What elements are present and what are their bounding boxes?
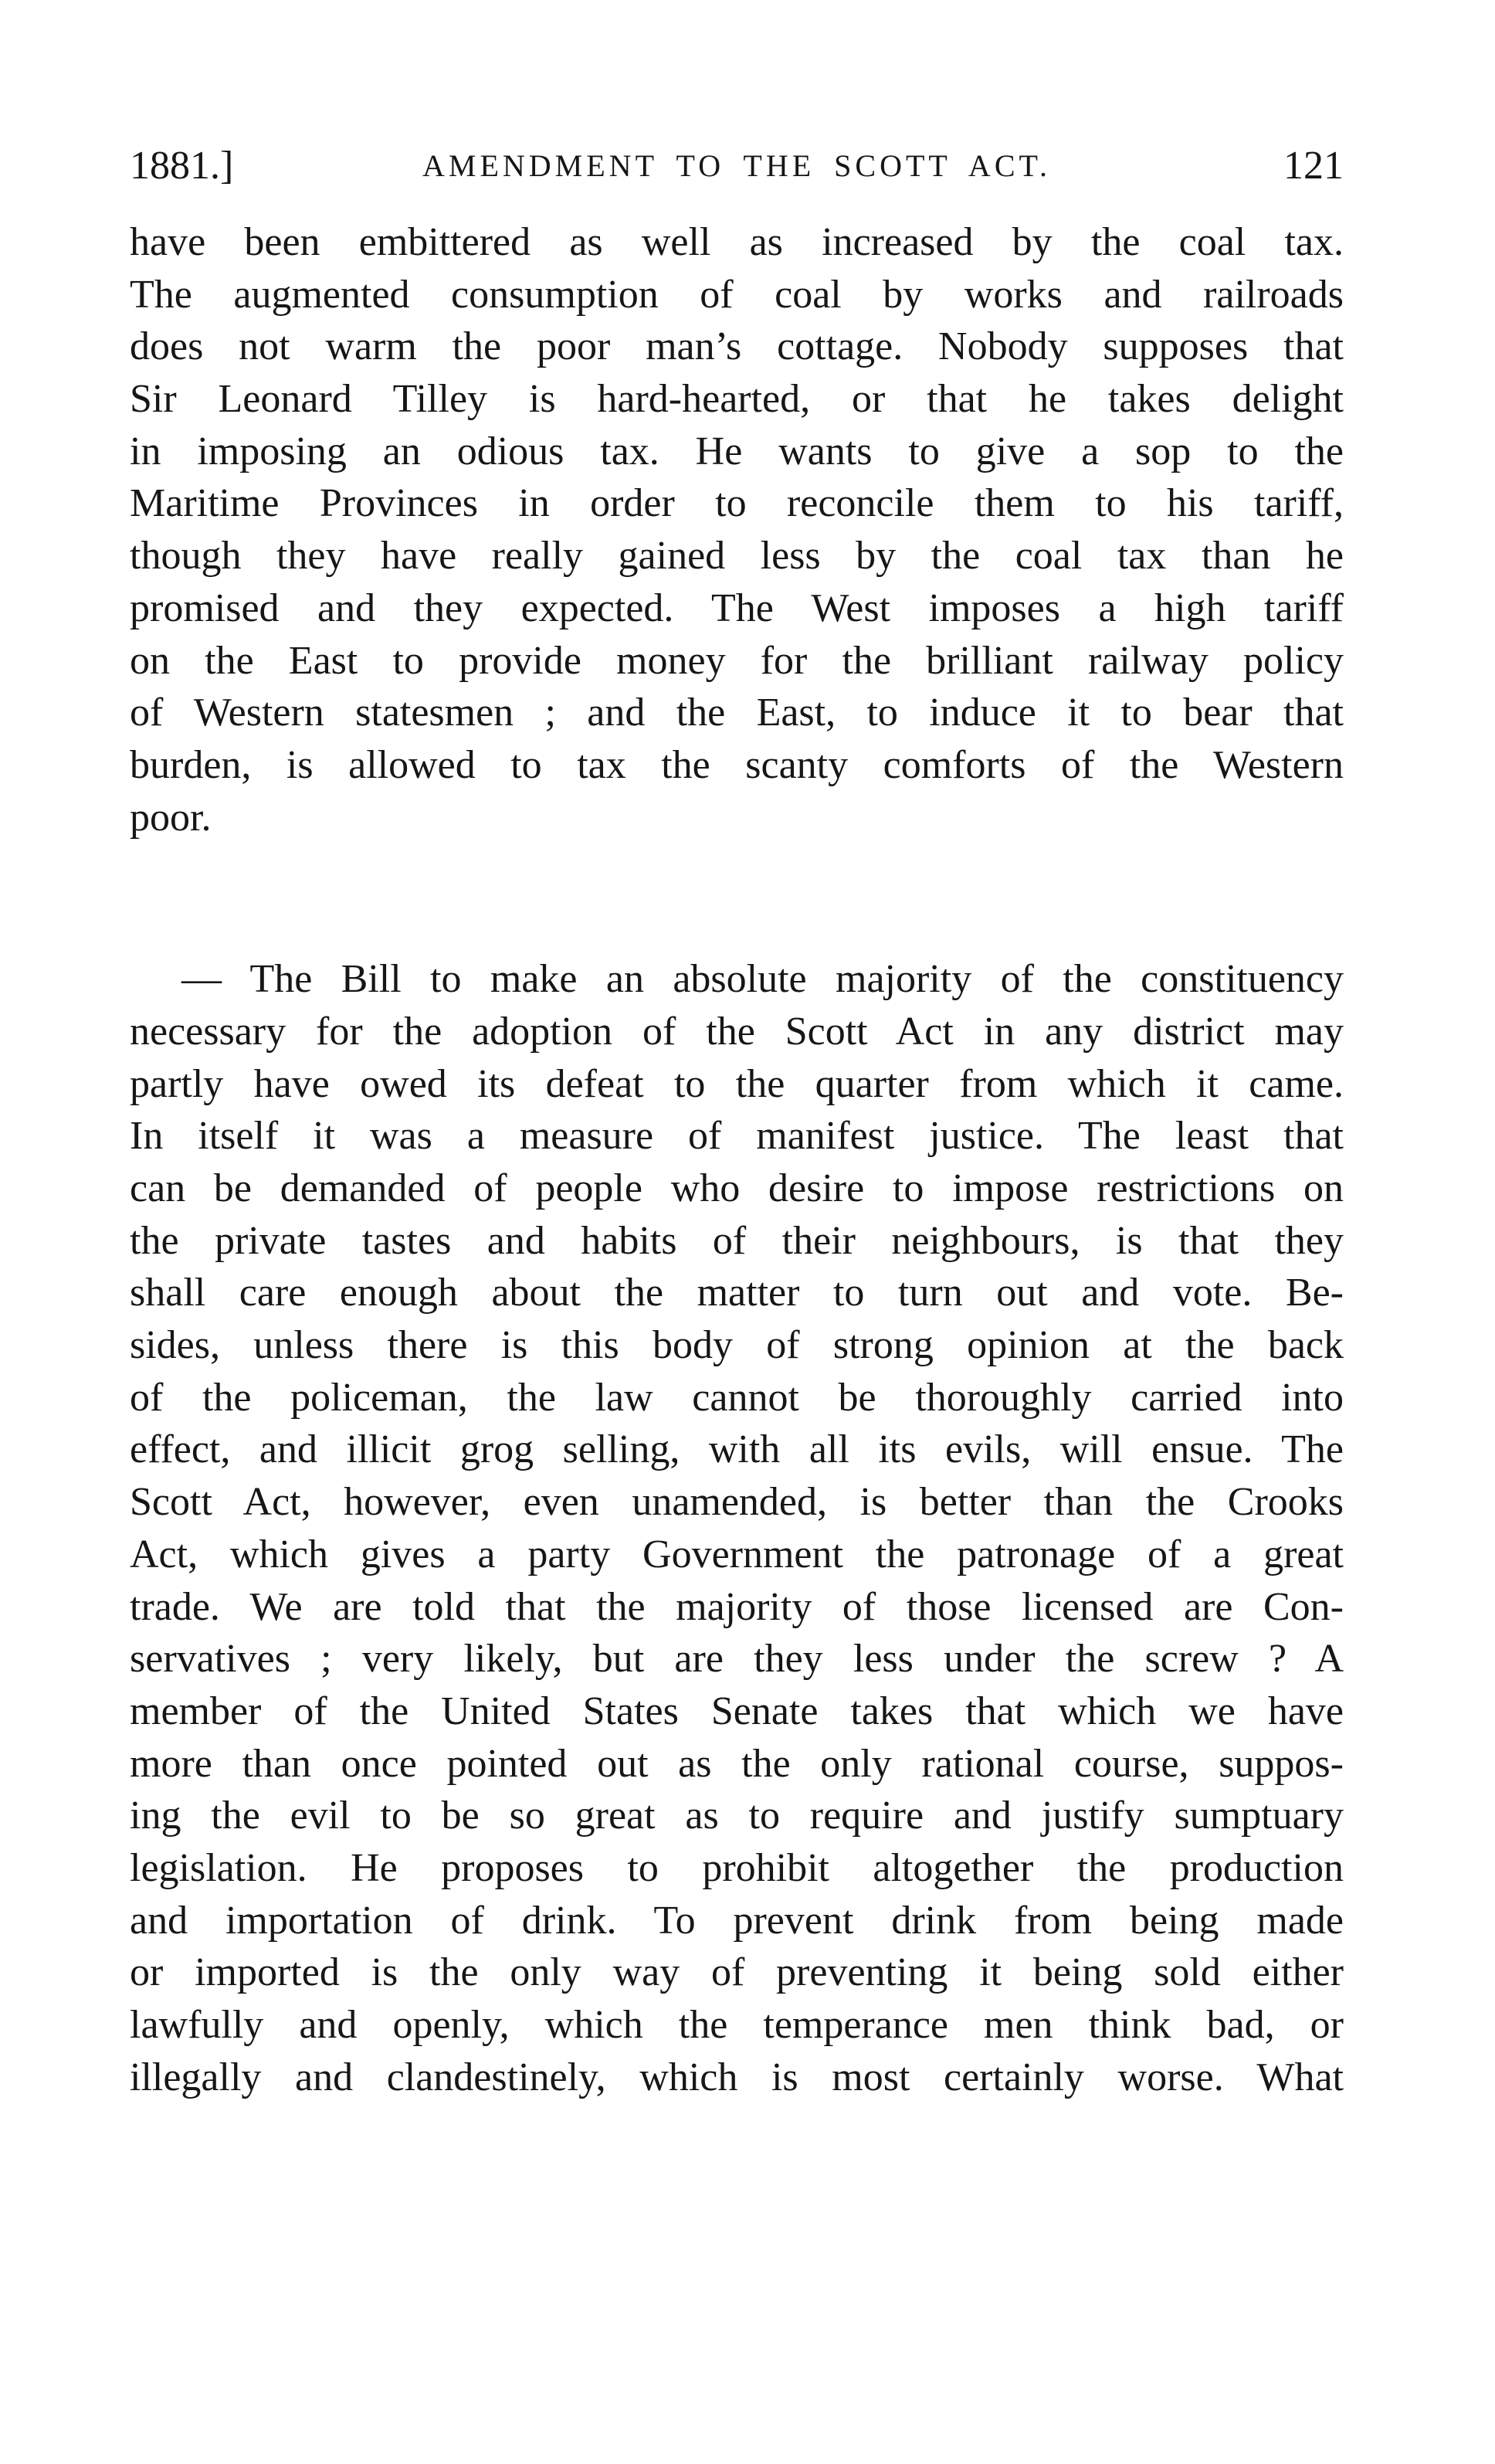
text-line: Scott Act, however, even unamended, is better than the Crooks (130, 1480, 1344, 1525)
text-line: have been embittered as well as increased by the coal tax. (130, 220, 1344, 264)
text-line: more than once pointed out as the only rational course, suppos- (130, 1741, 1344, 1786)
book-page (130, 131, 1344, 2103)
running-head-year: 1881.] (130, 144, 234, 188)
page-number: 121 (1283, 144, 1344, 188)
text-line: servatives ; very likely, but are they less under the screw ? A (130, 1637, 1344, 1682)
text-line: shall care enough about the matter to turn out and vote. Be- (130, 1271, 1344, 1315)
text-line: Sir Leonard Tilley is hard-hearted, or that he takes delight (130, 377, 1344, 422)
text-line: illegally and clandestinely, which is most certainly worse. What (130, 2055, 1344, 2099)
text-line: partly have owed its defeat to the quarter from which it came. (130, 1061, 1344, 1106)
text-line: burden, is allowed to tax the scanty comforts of the Western (130, 742, 1344, 787)
text-line: poor. (130, 795, 212, 840)
text-line: sides, unless there is this body of strong opinion at the back (130, 1323, 1344, 1368)
text-line: and importation of drink. To prevent drink from being made (130, 1898, 1344, 1943)
text-line: or imported is the only way of preventing it being sold either (130, 1950, 1344, 1995)
text-line: of Western statesmen ; and the East, to induce it to bear that (130, 691, 1344, 735)
text-line: ing the evil to be so great as to require and justify sumptuary (130, 1794, 1344, 1838)
running-head (130, 131, 1344, 201)
text-line: In itself it was a measure of manifest justice. The least that (130, 1114, 1344, 1159)
text-line: the private tastes and habits of their neighbours, is that they (130, 1218, 1344, 1263)
text-line: The augmented consumption of coal by works and railroads (130, 272, 1344, 317)
text-line: necessary for the adoption of the Scott Act in any district may (130, 1009, 1344, 1054)
paragraph-coal-tax (130, 216, 1344, 843)
text-line: of the policeman, the law cannot be thoroughly carried into (130, 1375, 1344, 1420)
text-line: Act, which gives a party Government the patronage of a great (130, 1532, 1344, 1576)
text-line: member of the United States Senate takes that which we have (130, 1688, 1344, 1733)
text-line: lawfully and openly, which the temperance men think bad, or (130, 2003, 1344, 2047)
text-line: though they have really gained less by the coal tax than he (130, 534, 1344, 579)
text-line: promised and they expected. The West imposes a high tariff (130, 585, 1344, 630)
text-line: effect, and illicit grog selling, with all its evils, will ensue. The (130, 1427, 1344, 1472)
text-line: can be demanded of people who desire to impose restrictions on (130, 1166, 1344, 1210)
text-line: does not warm the poor man’s cottage. Nobody supposes that (130, 324, 1344, 369)
text-line: — The Bill to make an absolute majority of the constituency (181, 957, 1344, 1002)
text-line: on the East to provide money for the brilliant railway policy (130, 638, 1344, 683)
text-line: Maritime Provinces in order to reconcile them to his tariff, (130, 481, 1344, 526)
text-line: in imposing an odious tax. He wants to give a sop to the (130, 429, 1344, 473)
paragraph-scott-act (130, 953, 1344, 2103)
text-line: trade. We are told that the majority of those licensed are Con- (130, 1584, 1344, 1629)
text-line: legislation. He proposes to prohibit altogether the production (130, 1845, 1344, 1890)
running-head-title: AMENDMENT TO THE SCOTT ACT. (422, 148, 1051, 183)
